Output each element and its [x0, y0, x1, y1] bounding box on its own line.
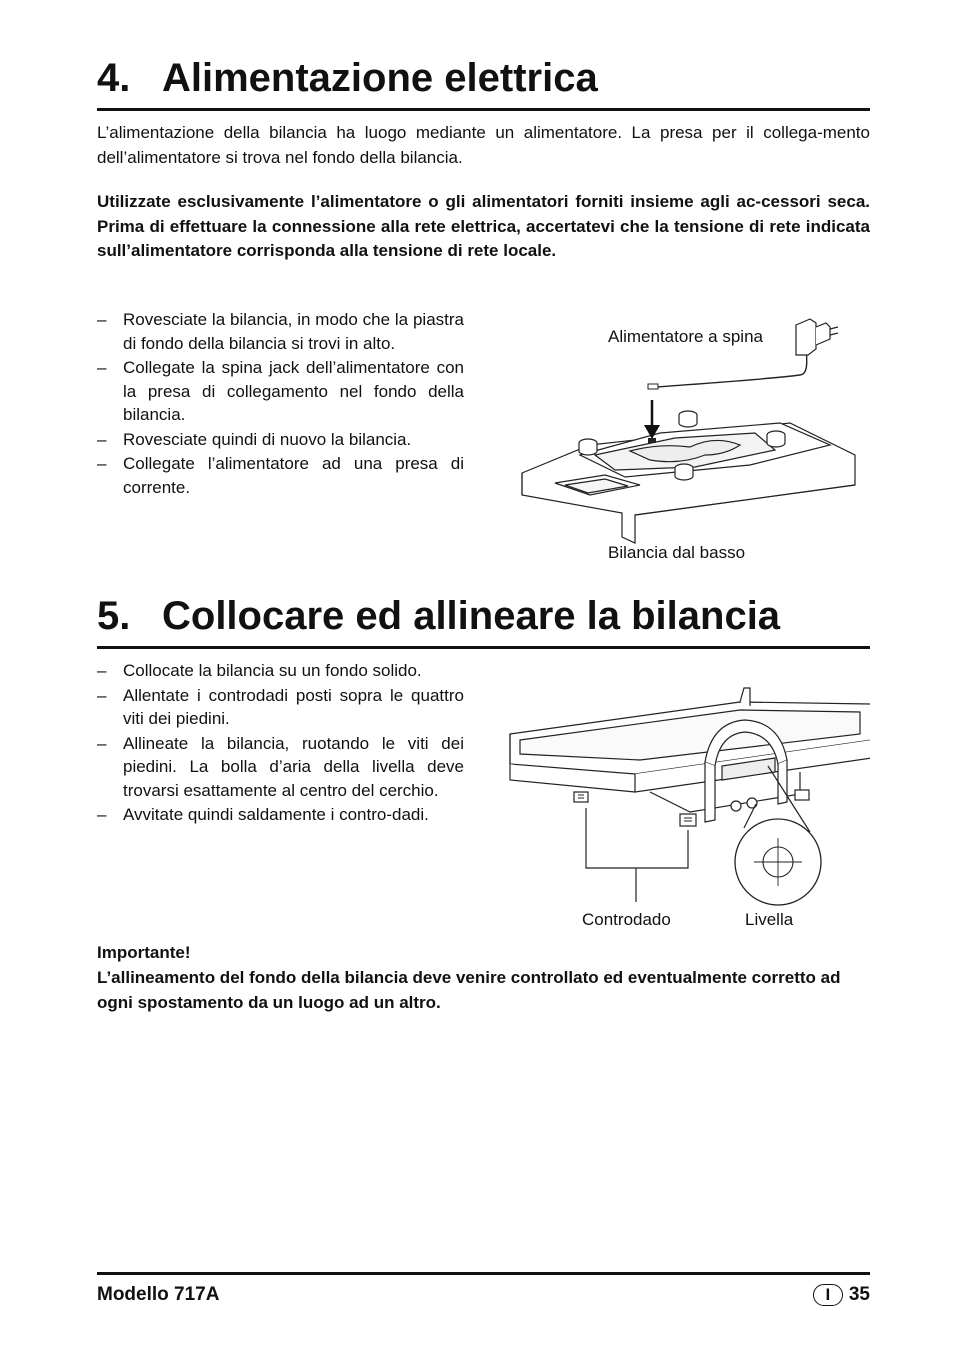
list-item: – Allentate i controdadi posti sopra le quattro viti dei piedini. — [97, 685, 464, 728]
section-4-warning: Utilizzate esclusivamente l’alimentatore o gli alimentatori forniti insieme agli ac-cessori seca. Prima di effettuare la connessione alla rete elettrica, accertatevi che la tensione di rete indicata sull’alimentatore corrisponda alla tensione di rete locale. — [97, 192, 870, 260]
figure-label-scale-underside: Bilancia dal basso — [608, 543, 746, 562]
section-4-steps — [97, 308, 464, 500]
language-badge: I — [813, 1284, 843, 1306]
list-item: – Collocate la bilancia su un fondo solido. — [97, 659, 464, 683]
list-dash: – — [97, 685, 107, 705]
list-dash: – — [97, 805, 107, 824]
list-item: – Rovesciate quindi di nuovo la bilancia. — [97, 428, 464, 452]
important-title: Importante! — [97, 943, 191, 962]
list-dash: – — [97, 310, 107, 329]
list-dash: – — [97, 358, 107, 377]
list-item: – Allineate la bilancia, ruotando le viti dei piedini. La bolla d’aria della livella deve trovarsi esattamente al centro del cerchio. — [97, 733, 464, 800]
list-item: – Rovesciate la bilancia, in modo che la piastra di fondo della bilancia si trovi in alto. — [97, 310, 464, 353]
list-item: – Collegate la spina jack dell’alimentatore con la presa di collegamento nel fondo della bilancia. — [97, 358, 464, 424]
section-5-steps — [97, 659, 464, 828]
important-text: L’allineamento del fondo della bilancia deve venire controllato ed eventualmente corretto ad ogni spostamento da un luogo ad un altro. — [97, 968, 841, 1012]
section-4-title: Alimentazione elettrica — [162, 56, 598, 100]
section-4-heading — [97, 56, 870, 111]
section-5-number: 5. — [97, 594, 131, 638]
figure-label-locknut: Controdado — [582, 910, 671, 929]
footer-page-info — [813, 1283, 870, 1307]
figure-label-spirit-level: Livella — [745, 910, 794, 929]
footer-model: Modello 717A — [97, 1284, 220, 1305]
list-item: – Avvitate quindi saldamente i contro-dadi. — [97, 803, 464, 827]
section-4-intro: L’alimentazione della bilancia ha luogo mediante un alimentatore. La presa per il collega-mento dell’alimentatore si trova nel fondo della bilancia. — [97, 123, 870, 167]
footer-divider — [97, 1272, 870, 1275]
important-note — [97, 940, 870, 1015]
section-4-number: 4. — [97, 56, 131, 100]
list-dash: – — [97, 733, 107, 753]
page-number: 35 — [848, 1284, 870, 1305]
list-dash: – — [97, 454, 107, 473]
list-dash: – — [97, 429, 107, 449]
list-dash: – — [97, 661, 107, 680]
list-item: – Collegate l’alimentatore ad una presa di corrente. — [97, 454, 464, 497]
figure-label-adapter: Alimentatore a spina — [608, 327, 763, 346]
scale-leveling-illustration — [500, 662, 870, 912]
section-5-heading — [97, 594, 870, 649]
section-5-title: Collocare ed allineare la bilancia — [162, 594, 781, 638]
